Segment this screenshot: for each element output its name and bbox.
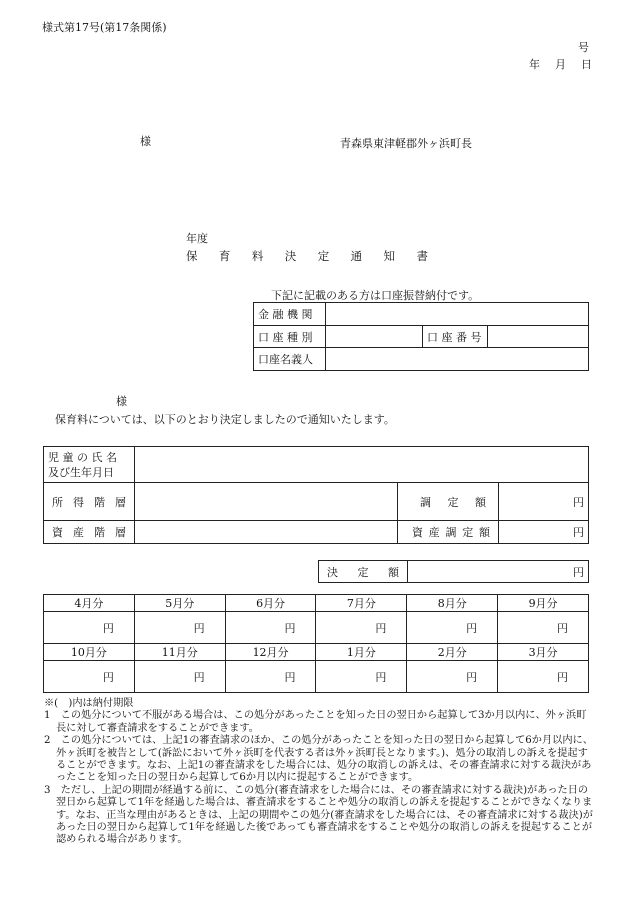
assessed-amount-value[interactable]: 円 (499, 483, 589, 521)
title-char: 知 (383, 249, 396, 263)
title-char: 定 (317, 249, 330, 263)
month-amount-cell[interactable]: 円 (225, 612, 316, 644)
title-char: 通 (350, 249, 363, 263)
month-amount-cell[interactable]: 円 (498, 612, 589, 644)
month-amount-cell[interactable]: 円 (44, 612, 135, 644)
bank-institution-label: 金 融 機 関 (254, 303, 326, 326)
month-amount-cell[interactable]: 円 (316, 612, 407, 644)
decision-amount-table (318, 560, 589, 583)
asset-bracket-label: 資 産 階 層 (44, 521, 135, 544)
bank-institution-value[interactable] (326, 303, 589, 326)
notice-intro: 保育料については、以下のとおり決定しましたので通知いたします。 (55, 413, 395, 426)
date-label: 年 月 日 (529, 58, 594, 71)
child-name-label (44, 447, 135, 483)
assessed-amount-label: 調 定 額 (398, 483, 499, 521)
month-amount-cell[interactable]: 円 (407, 661, 498, 693)
title-char: 書 (416, 249, 428, 263)
account-number-label: 口 座 番 号 (423, 326, 488, 348)
month-amount-cell[interactable]: 円 (134, 661, 225, 693)
month-amount-cell[interactable]: 円 (316, 661, 407, 693)
form-number: 様式第17号(第17条関係) (42, 21, 167, 34)
fiscal-year-label: 年度 (186, 232, 208, 245)
legal-notes (44, 698, 594, 847)
month-header: 12月分 (225, 644, 316, 661)
month-amount-cell[interactable]: 円 (498, 661, 589, 693)
title-char: 保 (186, 249, 198, 263)
asset-bracket-value[interactable] (135, 521, 398, 544)
income-bracket-value[interactable] (135, 483, 398, 521)
month-header: 1月分 (316, 644, 407, 661)
account-holder-label: 口座名義人 (254, 348, 326, 371)
bank-account-table (253, 302, 589, 371)
recipient-honorific: 様 (116, 395, 127, 408)
account-holder-value[interactable] (326, 348, 589, 371)
payment-deadline-note: ※( )内は納付期限 (44, 698, 134, 709)
title-char: 決 (284, 249, 297, 263)
appeal-note-3: 3 ただし、上記の期間が経過する前に、この処分(審査請求をした場合には、その審査請求に対する裁決)があった日の翌日から起算して1年を経過した場合は、審査請求をすることや処分の取消しの訴えを提起することができなくなります。なお、正当な理由があるときは、上記の期間やこの処分(審査請求をした場合には、その審査請求に対する裁決)があった日の翌日から起算して1年を経過した後であっても審査請求をすることや処分の取消しの訴えを提起することが認められる場合があります。 (44, 784, 593, 846)
month-header: 10月分 (44, 644, 135, 661)
bank-transfer-note: 下記に記載のある方は口座振替納付です。 (271, 289, 480, 302)
month-header: 11月分 (134, 644, 225, 661)
month-header: 2月分 (407, 644, 498, 661)
month-amount-cell[interactable]: 円 (225, 661, 316, 693)
child-name-value[interactable] (135, 447, 589, 483)
month-amount-cell[interactable]: 円 (44, 661, 135, 693)
decision-amount-label: 決 定 額 (319, 561, 408, 583)
child-name-label-line2: 及び生年月日 (48, 465, 114, 479)
month-header: 6月分 (225, 595, 316, 612)
appeal-note-2: 2 この処分については、上記1の審査請求のほか、この処分があったことを知った日の翌日から起算して6か月以内に、外ヶ浜町を被告として(訴訟において外ヶ浜町を代表する者は外ヶ浜町長となります。)、処分の取消しの訴えを提起することができます。なお、上記1の審査請求をした場合には、処分の取消しの訴えは、その審査請求に対する裁決があったことを知った日の翌日から起算して6か月以内に提起することができます。 (44, 735, 593, 784)
month-amount-cell[interactable]: 円 (407, 612, 498, 644)
account-type-value[interactable] (326, 326, 423, 348)
month-header: 8月分 (407, 595, 498, 612)
month-header: 3月分 (498, 644, 589, 661)
title-char: 育 (218, 249, 231, 263)
month-header: 9月分 (498, 595, 589, 612)
month-header: 5月分 (134, 595, 225, 612)
issuer-name: 青森県東津軽郡外ヶ浜町長 (340, 137, 472, 150)
document-number-label: 号 (578, 41, 589, 54)
income-bracket-label: 所 得 階 層 (44, 483, 135, 521)
account-type-label: 口 座 種 別 (254, 326, 326, 348)
decision-amount-value[interactable]: 円 (408, 561, 589, 583)
account-number-value[interactable] (488, 326, 589, 348)
addressee-honorific: 様 (140, 135, 151, 148)
monthly-payment-table (43, 594, 589, 693)
title-char: 料 (251, 249, 264, 263)
child-name-label-line1: 児 童 の 氏 名 (48, 450, 117, 464)
month-header: 4月分 (44, 595, 135, 612)
asset-assessed-amount-label: 資 産 調 定 額 (398, 521, 499, 544)
asset-assessed-amount-value[interactable]: 円 (499, 521, 589, 544)
document-title (186, 248, 428, 264)
month-header: 7月分 (316, 595, 407, 612)
appeal-note-1: 1 この処分について不服がある場合は、この処分があったことを知った日の翌日から起算して3か月以内に、外ヶ浜町長に対して審査請求をすることができます。 (44, 710, 587, 734)
child-fee-table (43, 446, 589, 544)
month-amount-cell[interactable]: 円 (134, 612, 225, 644)
